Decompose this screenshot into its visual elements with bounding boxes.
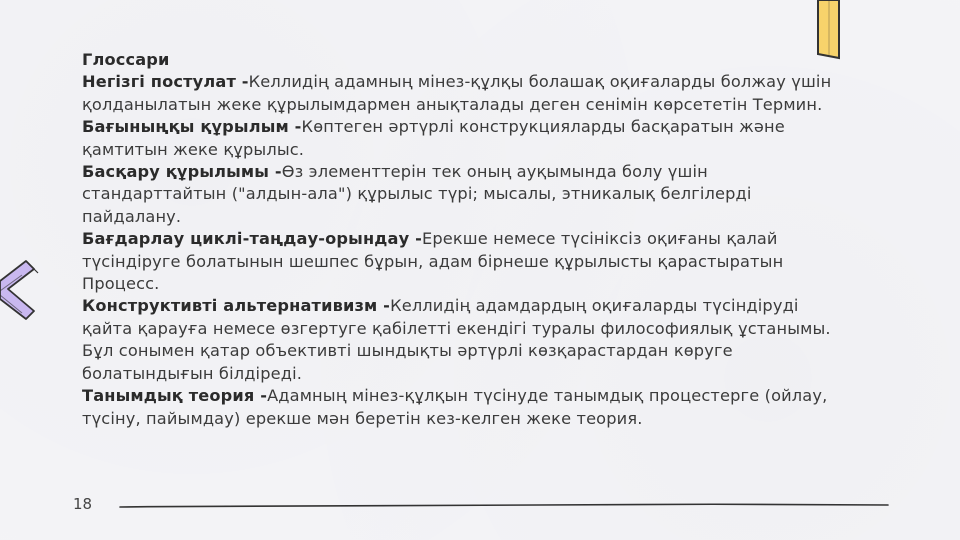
glossary-term: Басқару құрылымы - bbox=[82, 162, 282, 182]
glossary-term: Негізгі постулат - bbox=[82, 72, 249, 92]
glossary-block bbox=[82, 49, 842, 430]
glossary-entry bbox=[82, 161, 842, 228]
glossary-term: Бағыныңқы құрылым - bbox=[82, 117, 302, 137]
glossary-definition: Келлидің адамдардың оқиғаларды түсіндіруді қайта қарауға немесе өзгертуге қабілетті екендігі туралы философиялық ұстанымы. Бұл сонымен қатар объективті шындықты әртүрлі көзқарастардан көруге болатындығын білдіреді. bbox=[82, 296, 831, 383]
glossary-definition: Көптеген әртүрлі конструкцияларды басқаратын және қамтитын жеке құрылыс. bbox=[82, 117, 785, 159]
glossary-definition: Келлидің адамның мінез-құлқы болашақ оқиғаларды болжау үшін қолданылатын жеке құрылымдармен анықталады деген сенімін көрсететін Термин. bbox=[82, 72, 832, 114]
chevron-decoration-icon bbox=[0, 255, 48, 325]
glossary-entry bbox=[82, 116, 842, 161]
glossary-term: Бағдарлау циклі-таңдау-орындау - bbox=[82, 229, 422, 249]
glossary-term: Танымдық теория - bbox=[82, 386, 268, 406]
footer-divider bbox=[118, 498, 890, 512]
glossary-entry bbox=[82, 295, 842, 385]
glossary-definition: Ерекше немесе түсініксіз оқиғаны қалай түсіндіруге болатынын шешпес бұрын, адам бірнеше құрылысты қарастыратын Процесс. bbox=[82, 229, 784, 294]
glossary-term: Конструктивті альтернативизм - bbox=[82, 296, 391, 316]
glossary-entry bbox=[82, 71, 842, 116]
glossary-entry bbox=[82, 385, 842, 430]
glossary-definition: Адамның мінез-құлқын түсінуде танымдық процестерге (ойлау, түсіну, пайымдау) ерекше мән беретін кез-келген жеке теория. bbox=[82, 386, 828, 428]
glossary-definition: Өз элементтерін тек оның ауқымында болу үшін стандарттайтын ("алдын-ала") құрылыс түрі; мысалы, этникалық белгілерді пайдалану. bbox=[82, 162, 752, 226]
glossary-heading: Глоссари bbox=[82, 50, 170, 69]
page-number: 18 bbox=[73, 495, 93, 513]
glossary-entry bbox=[82, 228, 842, 295]
